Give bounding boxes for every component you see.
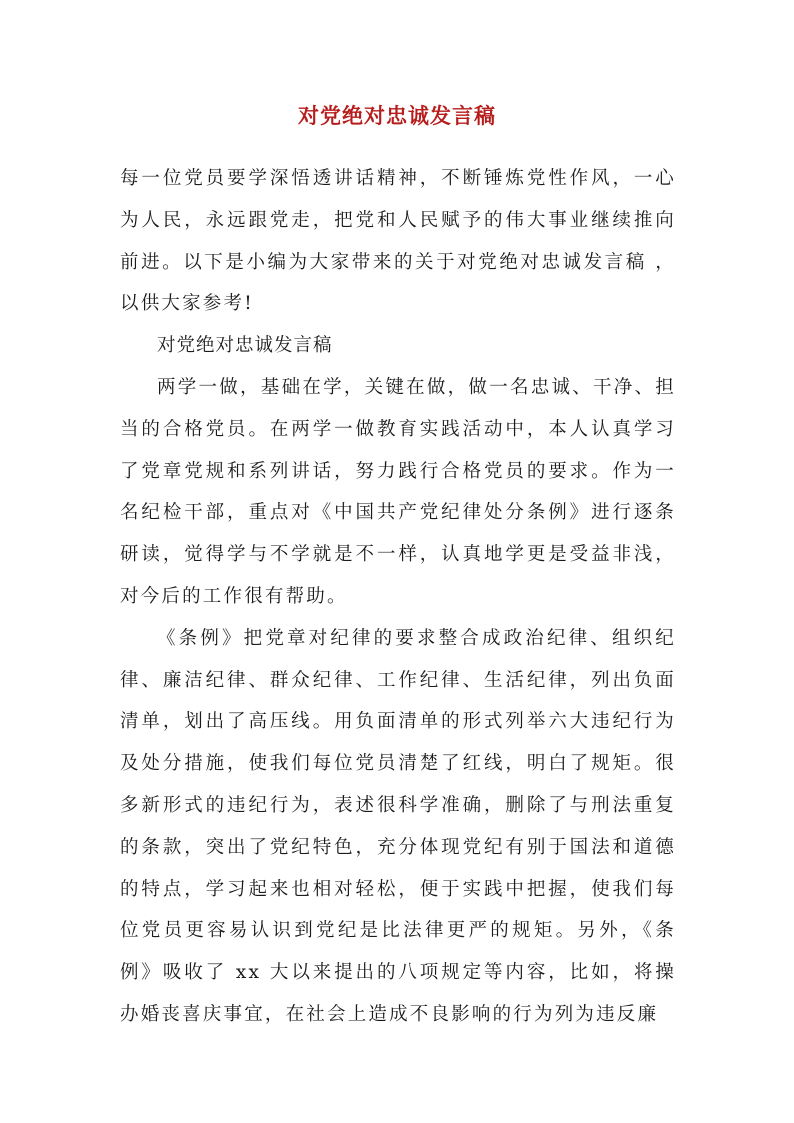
section-heading: 对党绝对忠诚发言稿 — [157, 335, 333, 357]
body-paragraph: 两学一做，基础在学，关键在做，做一名忠诚、干净、担当的合格党员。在两学一做教育实践活动中，本人认真学习了党章党规和系列讲话，努力践行合格党员的要求。作为一名纪检干部，重点对《中国共产党纪律处分条例》进行逐条研读，觉得学与不学就是不一样，认真地学更是受益非浅，对今后的工作很有帮助。 — [120, 376, 676, 607]
document-title: 对党绝对忠诚发言稿 — [298, 103, 496, 128]
intro-paragraph: 每一位党员要学深悟透讲话精神，不断锤炼党性作风，一心为人民，永远跟党走，把党和人民赋予的伟大事业继续推向前进。以下是小编为大家带来的关于对党绝对忠诚发言稿 ，以供大家参考! — [120, 168, 676, 315]
body-paragraph: 《条例》把党章对纪律的要求整合成政治纪律、组织纪律、廉洁纪律、群众纪律、工作纪律、生活纪律，列出负面清单，划出了高压线。用负面清单的形式列举六大违纪行为及处分措施，使我们每位党员清楚了红线，明白了规矩。很多新形式的违纪行为，表述很科学准确，删除了与刑法重复的条款，突出了党纪特色，充分体现党纪有别于国法和道德的特点，学习起来也相对轻松，便于实践中把握，使我们每位党员更容易认识到党纪是比法律更严的规矩。另外，《条例》吸收了 xx 大以来提出的八项规定等内容，比如，将操办婚丧喜庆事宜，在社会上造成不良影响的行为列为违反廉 — [120, 627, 676, 1025]
document-body — [120, 158, 676, 1036]
